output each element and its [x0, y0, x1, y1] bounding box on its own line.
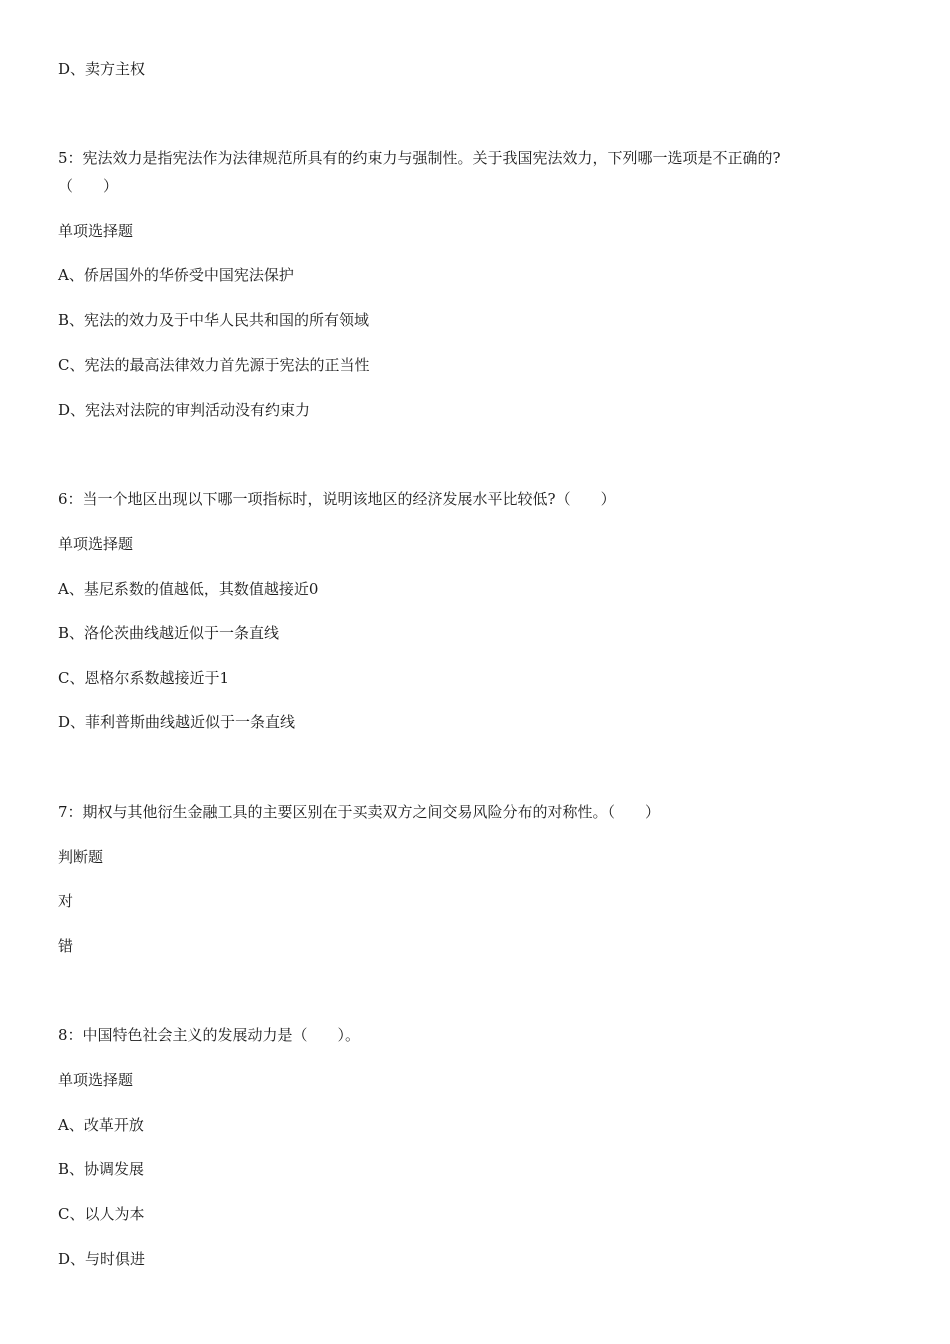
- option-d[interactable]: D、与时俱进: [58, 1250, 146, 1268]
- option-b[interactable]: B、协调发展: [58, 1160, 145, 1178]
- question-stem: 8：中国特色社会主义的发展动力是（ ）。: [58, 1026, 361, 1044]
- question-stem-continued: （ ）: [58, 177, 119, 195]
- option-b[interactable]: B、洛伦茨曲线越近似于一条直线: [58, 624, 280, 642]
- question-stem: 7：期权与其他衍生金融工具的主要区别在于买卖双方之间交易风险分布的对称性。（ ）: [58, 803, 661, 821]
- option-a[interactable]: A、基尼系数的值越低，其数值越接近0: [58, 580, 319, 598]
- option-a[interactable]: A、改革开放: [58, 1116, 144, 1134]
- question-stem: 5：宪法效力是指宪法作为法律规范所具有的约束力与强制性。关于我国宪法效力，下列哪一选项是不正确的?: [58, 149, 781, 167]
- question-type: 单项选择题: [58, 535, 134, 553]
- option-c[interactable]: C、以人为本: [58, 1205, 145, 1223]
- question-stem: 6：当一个地区出现以下哪一项指标时，说明该地区的经济发展水平比较低?（ ）: [58, 490, 616, 508]
- option-true[interactable]: 对: [58, 892, 74, 910]
- option-d[interactable]: D、宪法对法院的审判活动没有约束力: [58, 401, 311, 419]
- question-type: 单项选择题: [58, 222, 134, 240]
- option-a[interactable]: A、侨居国外的华侨受中国宪法保护: [58, 266, 294, 284]
- question-type: 单项选择题: [58, 1071, 134, 1089]
- prev-option-d[interactable]: D、卖方主权: [58, 60, 146, 78]
- option-b[interactable]: B、宪法的效力及于中华人民共和国的所有领域: [58, 311, 370, 329]
- option-c[interactable]: C、宪法的最高法律效力首先源于宪法的正当性: [58, 356, 370, 374]
- option-false[interactable]: 错: [58, 937, 74, 955]
- option-d[interactable]: D、菲利普斯曲线越近似于一条直线: [58, 713, 296, 731]
- option-c[interactable]: C、恩格尔系数越接近于1: [58, 669, 230, 687]
- question-type: 判断题: [58, 848, 104, 866]
